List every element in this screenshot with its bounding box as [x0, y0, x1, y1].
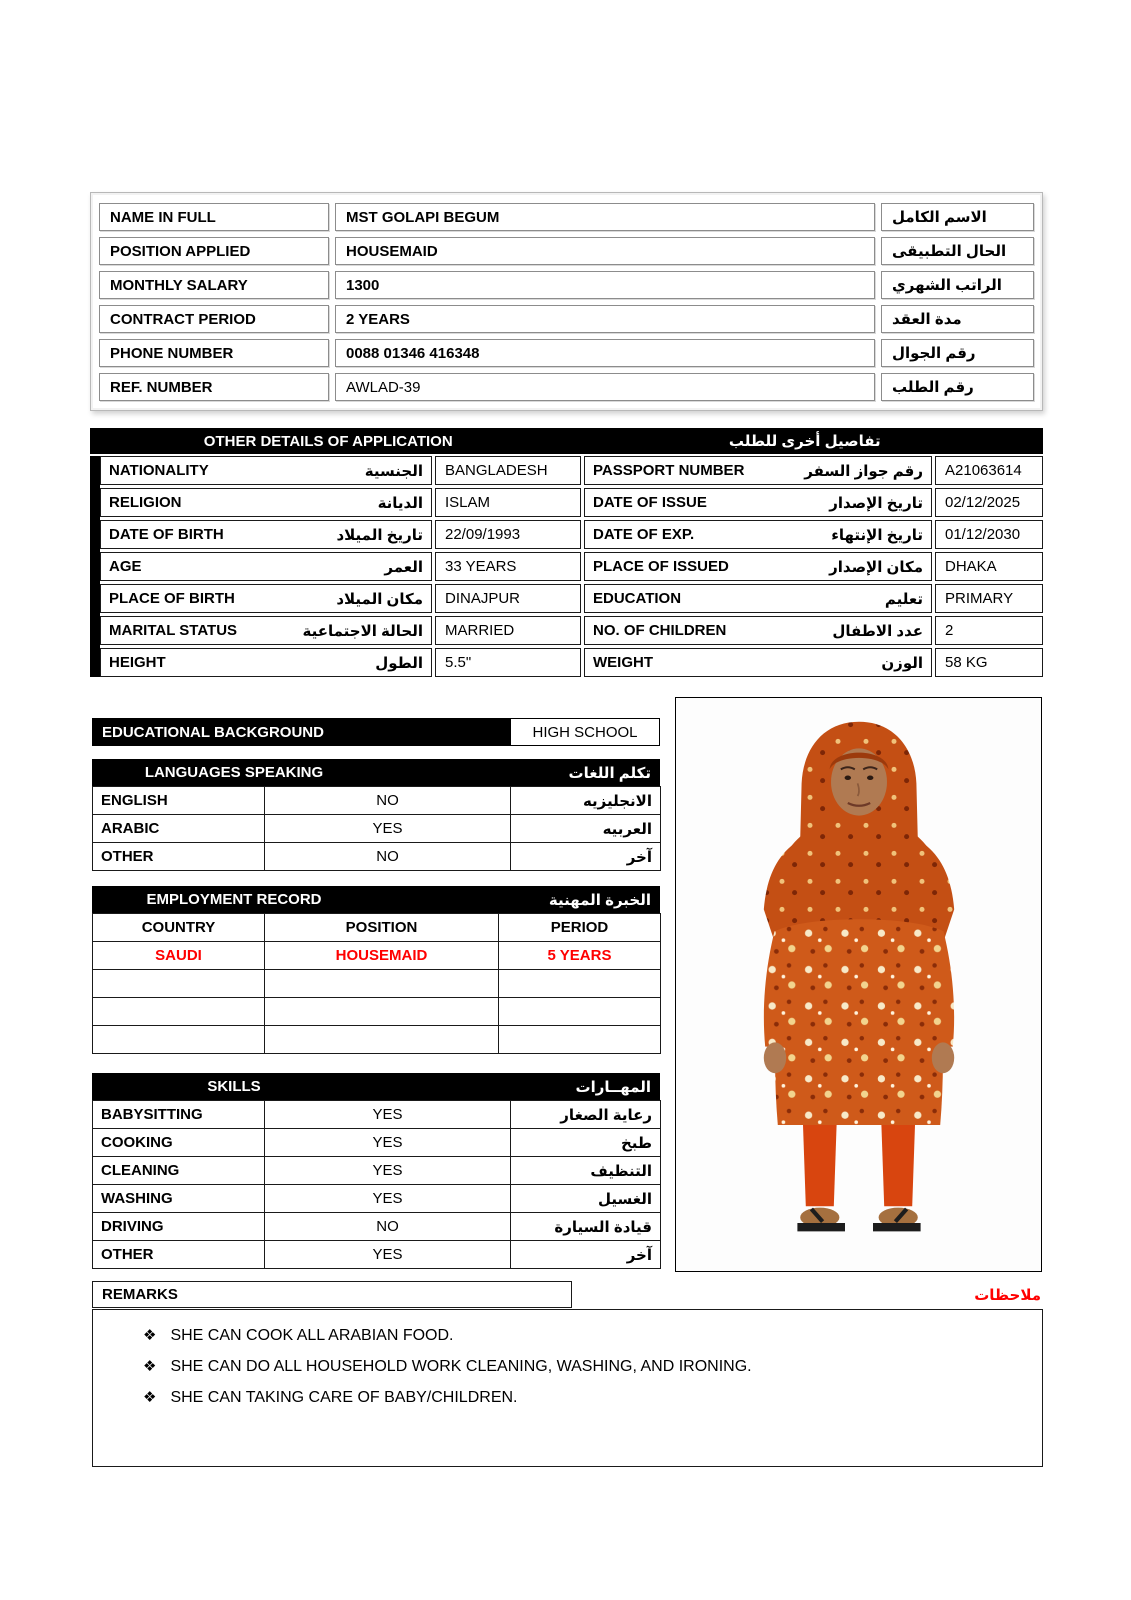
- diamond-bullet-icon: ❖: [143, 1327, 157, 1344]
- table-row: [93, 1129, 661, 1157]
- table-row: [99, 271, 1034, 299]
- section-title: OTHER DETAILS OF APPLICATION: [203, 432, 453, 450]
- language-value: YES: [265, 815, 511, 843]
- skill-value: YES: [265, 1101, 511, 1129]
- field-value: 2 YEARS: [335, 305, 875, 333]
- section-title-arabic: الخبرة المهنية: [548, 891, 651, 909]
- field-label-arabic: الجنسية: [364, 462, 423, 480]
- field-label-arabic: الحال التطبيقى: [881, 237, 1034, 265]
- field-label-arabic: رقم جواز السفر: [804, 462, 923, 480]
- field-label: DATE OF BIRTH تاريخ الميلاد: [100, 520, 432, 549]
- employment-record-row: [93, 942, 661, 970]
- field-label: PHONE NUMBER: [99, 339, 329, 367]
- table-row: [93, 1241, 661, 1269]
- field-label: DATE OF EXP. تاريخ الإنتهاء: [584, 520, 932, 549]
- employment-header: [92, 886, 660, 913]
- field-label: PLACE OF ISSUED مكان الإصدار: [584, 552, 932, 581]
- remarks-body: [92, 1309, 1043, 1467]
- table-row: [93, 843, 661, 871]
- field-value: A21063614: [935, 456, 1043, 485]
- language-label-arabic: الانجليزيه: [511, 787, 661, 815]
- languages-section: [92, 759, 660, 871]
- language-value: NO: [265, 843, 511, 871]
- field-label: PLACE OF BIRTH مكان الميلاد: [100, 584, 432, 613]
- field-value: 22/09/1993: [435, 520, 581, 549]
- shawl: [771, 826, 945, 932]
- other-details-table: [90, 456, 1043, 677]
- skill-value: YES: [265, 1157, 511, 1185]
- language-label-arabic: آخر: [511, 843, 661, 871]
- field-value: BANGLADESH: [435, 456, 581, 485]
- empty-cell: [93, 1026, 265, 1054]
- table-header-row: [93, 914, 661, 942]
- field-label: NAME IN FULL: [99, 203, 329, 231]
- field-value: 33 YEARS: [435, 552, 581, 581]
- empty-cell: [265, 1026, 499, 1054]
- skill-label: WASHING: [93, 1185, 265, 1213]
- table-row: [93, 787, 661, 815]
- field-label-arabic: تاريخ الميلاد: [336, 526, 423, 544]
- field-label: REF. NUMBER: [99, 373, 329, 401]
- table-row: [100, 552, 1043, 581]
- column-header: COUNTRY: [93, 914, 265, 942]
- field-value: DINAJPUR: [435, 584, 581, 613]
- skill-value: YES: [265, 1241, 511, 1269]
- field-value: MARRIED: [435, 616, 581, 645]
- skill-label: CLEANING: [93, 1157, 265, 1185]
- table-row: [99, 237, 1034, 265]
- table-row: [99, 373, 1034, 401]
- education-level-value: HIGH SCHOOL: [510, 718, 660, 746]
- field-label-arabic: تاريخ الإصدار: [829, 494, 923, 512]
- skill-label: BABYSITTING: [93, 1101, 265, 1129]
- table-row: [93, 1101, 661, 1129]
- field-label: MARITAL STATUS الحالة الاجتماعية: [100, 616, 432, 645]
- table-row: [100, 456, 1043, 485]
- field-value: 1300: [335, 271, 875, 299]
- field-label-arabic: رقم الجوال: [881, 339, 1034, 367]
- remark-item: ❖ SHE CAN DO ALL HOUSEHOLD WORK CLEANING, WASHING, AND IRONING.: [143, 1358, 752, 1375]
- field-label-arabic: تاريخ الإنتهاء: [831, 526, 923, 544]
- field-label-arabic: الحالة الاجتماعية: [302, 622, 423, 640]
- field-label-arabic: مدة العقد: [881, 305, 1034, 333]
- field-value: 58 KG: [935, 648, 1043, 677]
- language-label: ENGLISH: [93, 787, 265, 815]
- field-value: 5.5": [435, 648, 581, 677]
- skill-value: NO: [265, 1213, 511, 1241]
- column-header: POSITION: [265, 914, 499, 942]
- pants: [803, 1125, 837, 1206]
- table-row: [100, 488, 1043, 517]
- empty-cell: [93, 970, 265, 998]
- field-label-arabic: الاسم الكامل: [881, 203, 1034, 231]
- empty-cell: [499, 970, 661, 998]
- field-label: NATIONALITY الجنسية: [100, 456, 432, 485]
- remarks-header: [92, 1281, 1043, 1308]
- column-header: PERIOD: [499, 914, 661, 942]
- skill-value: YES: [265, 1185, 511, 1213]
- field-label-arabic: رقم الطلب: [881, 373, 1034, 401]
- field-label-arabic: الطول: [375, 654, 423, 672]
- section-title: SKILLS: [207, 1078, 261, 1095]
- other-details-section: [90, 428, 1043, 677]
- employment-position: HOUSEMAID: [265, 942, 499, 970]
- field-label-arabic: عدد الاطفال: [832, 622, 923, 640]
- languages-header: [92, 759, 660, 786]
- skill-label-arabic: الغسيل: [511, 1185, 661, 1213]
- section-title-arabic: تفاصيل أخرى للطلب: [728, 433, 881, 450]
- field-label: CONTRACT PERIOD: [99, 305, 329, 333]
- section-title: LANGUAGES SPEAKING: [144, 764, 324, 781]
- table-row: [93, 815, 661, 843]
- table-row: [93, 1213, 661, 1241]
- applicant-photo: [691, 705, 1027, 1265]
- field-label-arabic: الراتب الشهري: [881, 271, 1034, 299]
- field-label: EDUCATION تعليم: [584, 584, 932, 613]
- empty-row: [93, 970, 661, 998]
- field-label-arabic: الوزن: [881, 654, 923, 672]
- empty-row: [93, 1026, 661, 1054]
- table-row: [93, 1157, 661, 1185]
- field-value: PRIMARY: [935, 584, 1043, 613]
- field-value: AWLAD-39: [335, 373, 875, 401]
- section-title-arabic: تكلم اللغات: [568, 764, 651, 782]
- field-label-arabic: تعليم: [884, 590, 923, 608]
- skill-label: DRIVING: [93, 1213, 265, 1241]
- remark-item: ❖ SHE CAN TAKING CARE OF BABY/CHILDREN.: [143, 1389, 518, 1406]
- employment-table: [92, 913, 661, 1054]
- field-label: RELIGION الديانة: [100, 488, 432, 517]
- field-label: DATE OF ISSUE تاريخ الإصدار: [584, 488, 932, 517]
- employment-period: 5 YEARS: [499, 942, 661, 970]
- field-label: PASSPORT NUMBER رقم جواز السفر: [584, 456, 932, 485]
- table-row: [100, 648, 1043, 677]
- skill-label-arabic: رعاية الصغار: [511, 1101, 661, 1129]
- employment-country: SAUDI: [93, 942, 265, 970]
- language-value: NO: [265, 787, 511, 815]
- skills-section: [92, 1073, 660, 1269]
- skill-label-arabic: طبخ: [511, 1129, 661, 1157]
- skill-label: OTHER: [93, 1241, 265, 1269]
- language-label: OTHER: [93, 843, 265, 871]
- applicant-photo-frame: [675, 697, 1042, 1272]
- empty-row: [93, 998, 661, 1026]
- table-row: [100, 616, 1043, 645]
- language-label-arabic: العربيه: [511, 815, 661, 843]
- field-value: 01/12/2030: [935, 520, 1043, 549]
- skill-label-arabic: التنظيف: [511, 1157, 661, 1185]
- empty-cell: [265, 998, 499, 1026]
- field-label: MONTHLY SALARY: [99, 271, 329, 299]
- table-row: [99, 305, 1034, 333]
- field-value: 2: [935, 616, 1043, 645]
- section-title-arabic: المهــارات: [575, 1078, 651, 1096]
- skills-table: [92, 1100, 661, 1269]
- table-row: [93, 1185, 661, 1213]
- field-label: HEIGHT الطول: [100, 648, 432, 677]
- language-label: ARABIC: [93, 815, 265, 843]
- field-value: ISLAM: [435, 488, 581, 517]
- table-row: [99, 339, 1034, 367]
- field-value: 0088 01346 416348: [335, 339, 875, 367]
- educational-background-section: [92, 718, 660, 746]
- skill-label-arabic: آخر: [511, 1241, 661, 1269]
- field-label-arabic: العمر: [384, 558, 423, 576]
- field-label: WEIGHT الوزن: [584, 648, 932, 677]
- field-label-arabic: الديانة: [377, 494, 423, 512]
- skill-label-arabic: قيادة السيارة: [511, 1213, 661, 1241]
- empty-cell: [499, 998, 661, 1026]
- header-info-table: [90, 192, 1043, 411]
- section-title: EDUCATIONAL BACKGROUND: [92, 718, 510, 746]
- field-value: MST GOLAPI BEGUM: [335, 203, 875, 231]
- field-label: AGE العمر: [100, 552, 432, 581]
- empty-cell: [93, 998, 265, 1026]
- field-label-arabic: مكان الإصدار: [829, 558, 923, 576]
- field-value: DHAKA: [935, 552, 1043, 581]
- table-row: [100, 584, 1043, 613]
- employment-record-section: [92, 886, 660, 1054]
- empty-cell: [499, 1026, 661, 1054]
- other-details-header: [90, 428, 1043, 454]
- empty-cell: [265, 970, 499, 998]
- diamond-bullet-icon: ❖: [143, 1358, 157, 1375]
- field-label-arabic: مكان الميلاد: [336, 590, 423, 608]
- section-title: REMARKS: [92, 1281, 572, 1308]
- diamond-bullet-icon: ❖: [143, 1389, 157, 1406]
- skill-value: YES: [265, 1129, 511, 1157]
- field-label: NO. OF CHILDREN عدد الاطفال: [584, 616, 932, 645]
- table-row: [99, 203, 1034, 231]
- field-value: 02/12/2025: [935, 488, 1043, 517]
- field-label: POSITION APPLIED: [99, 237, 329, 265]
- skills-header: [92, 1073, 660, 1100]
- table-row: [100, 520, 1043, 549]
- section-title-arabic: ملاحظات: [974, 1286, 1041, 1304]
- section-title: EMPLOYMENT RECORD: [146, 891, 322, 908]
- languages-table: [92, 786, 661, 871]
- remark-item: ❖ SHE CAN COOK ALL ARABIAN FOOD.: [143, 1327, 454, 1344]
- field-value: HOUSEMAID: [335, 237, 875, 265]
- skill-label: COOKING: [93, 1129, 265, 1157]
